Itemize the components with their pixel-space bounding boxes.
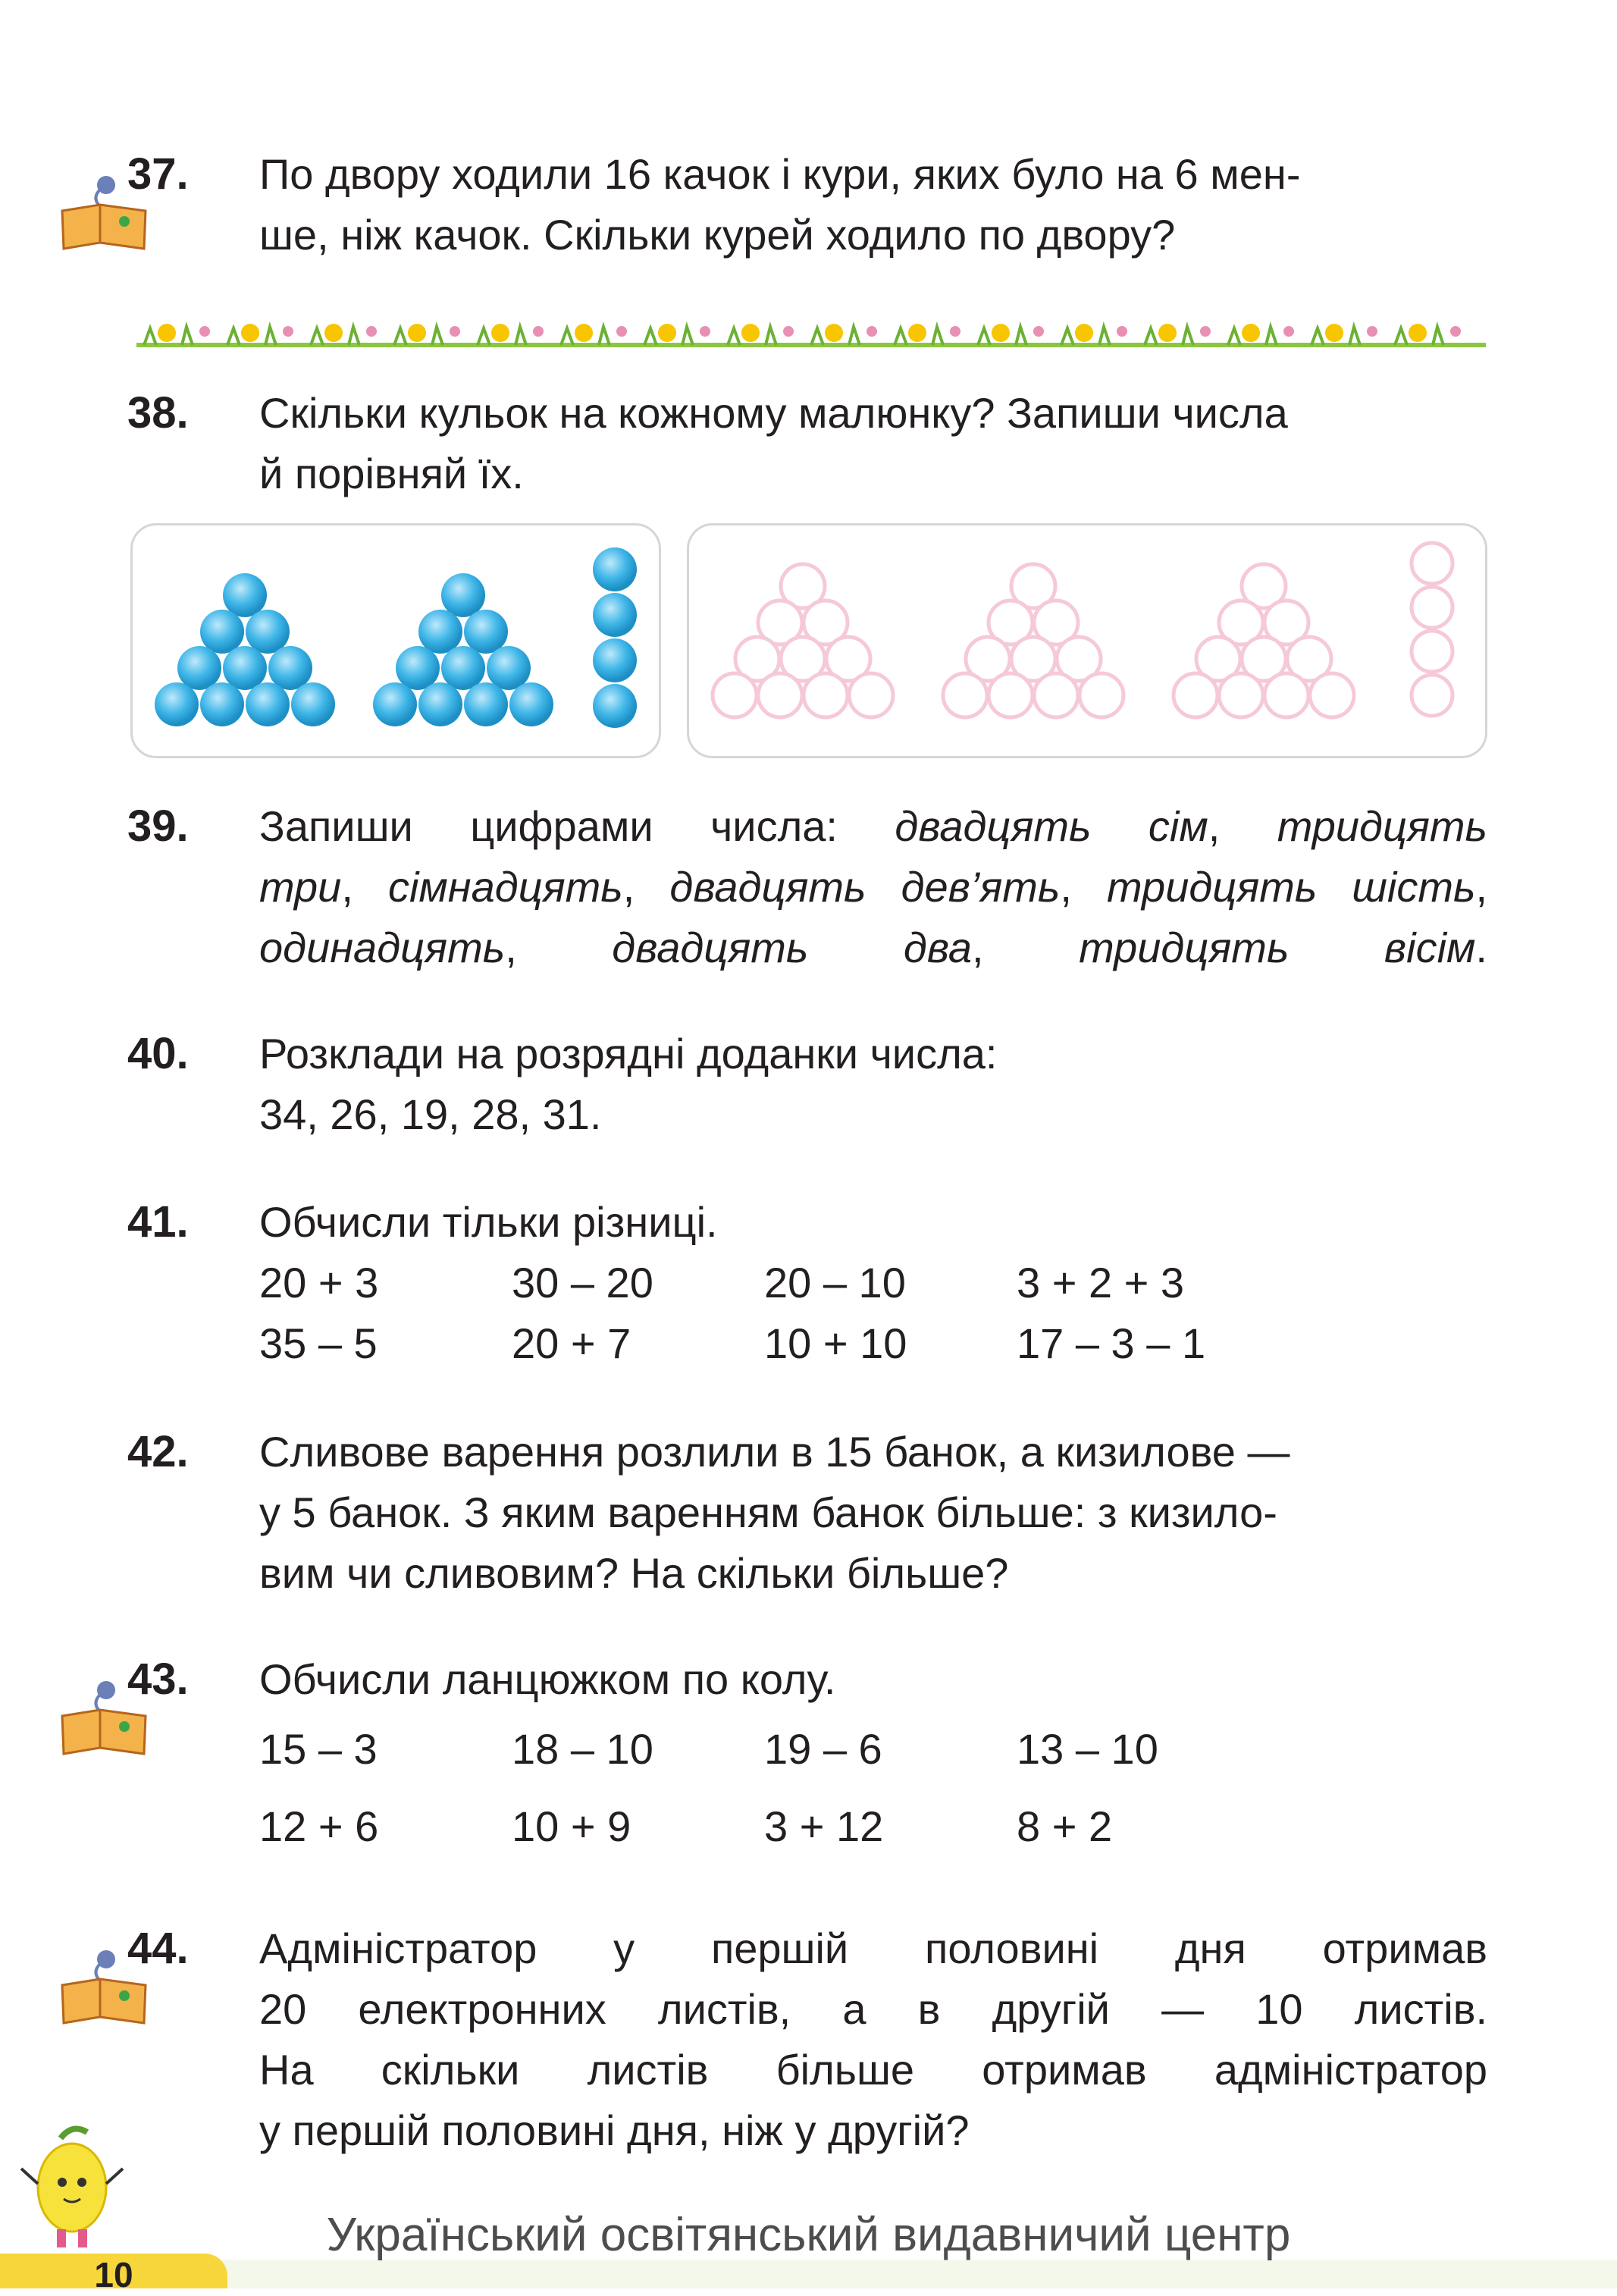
number-word: двадцять два — [612, 924, 972, 971]
task-line: По двору ходили 16 качок і кури, яких було на 6 мен- — [259, 150, 1301, 198]
page-number: 10 — [0, 2254, 227, 2288]
blue-balls-image — [133, 525, 663, 761]
number-word: тридцять шість — [1107, 863, 1476, 911]
expression-row — [259, 1313, 1487, 1374]
task-number: 42. — [127, 1427, 189, 1476]
publisher-name: Український освітянський видавничий центр — [326, 2209, 1291, 2261]
expression: 20 + 7 — [512, 1319, 631, 1367]
task-line: 20 електронних листів, а в другій — 10 листів. — [259, 1985, 1487, 2033]
expression: 10 + 10 — [764, 1319, 907, 1367]
number-word: одинадцять — [259, 924, 506, 971]
number-word: сімнадцять — [387, 863, 623, 911]
task-line: Скільки кульок на кожному малюнку? Запиши числа — [259, 389, 1288, 437]
expression: 8 + 2 — [1017, 1802, 1113, 1850]
expression: 20 + 3 — [259, 1259, 379, 1306]
expression: 12 + 6 — [259, 1802, 379, 1850]
expression: 35 – 5 — [259, 1319, 378, 1367]
expression-row — [259, 1796, 1487, 1857]
task-line: Сливове варення розлили в 15 банок, а кизилове — — [259, 1428, 1290, 1476]
task-number: 41. — [127, 1197, 189, 1247]
task-text — [259, 144, 1487, 265]
number-word: двадцять дев’ять — [669, 863, 1061, 911]
task-line: На скільки листів більше отримав адміністратор — [259, 2046, 1487, 2094]
task-number: 40. — [127, 1029, 189, 1078]
task-number: 43. — [127, 1655, 189, 1704]
pink-balls-image — [689, 525, 1490, 761]
task-line: 34, 26, 19, 28, 31. — [259, 1090, 602, 1138]
task-text — [259, 1422, 1487, 1604]
task-number: 44. — [127, 1924, 189, 1973]
task-text — [259, 383, 1487, 504]
task-number: 37. — [127, 149, 189, 199]
number-word: двадцять сім — [895, 802, 1208, 850]
task-line: ше, ніж качок. Скільки курей ходило по двору? — [259, 211, 1176, 259]
expression: 17 – 3 – 1 — [1017, 1319, 1206, 1367]
task-line: у 5 банок. З яким варенням банок більше: з кизило- — [259, 1488, 1277, 1536]
expression: 30 – 20 — [512, 1259, 653, 1306]
task-line: у першій половині дня, ніж у другій? — [259, 2106, 970, 2154]
number-word: тридцять вісім — [1079, 924, 1476, 971]
task-text — [259, 1024, 1487, 1145]
expression-row — [259, 1719, 1487, 1780]
task-line: Адміністратор у першій половині дня отримав — [259, 1924, 1487, 1972]
expression: 20 – 10 — [764, 1259, 906, 1306]
task-text — [259, 1192, 1487, 1374]
task-title: Обчисли тільки різниці. — [259, 1198, 718, 1246]
blue-balls-panel — [130, 523, 661, 758]
task-line: вим чи сливовим? На скільки більше? — [259, 1549, 1009, 1597]
expression-row — [259, 1253, 1487, 1313]
task-text — [259, 1649, 1487, 1857]
task-intro: Запиши цифрами числа: — [259, 802, 895, 850]
task-number: 39. — [127, 801, 189, 851]
task-text — [259, 1918, 1487, 2161]
expression: 3 + 12 — [764, 1802, 884, 1850]
task-line: й порівняй їх. — [259, 450, 524, 497]
expression: 19 – 6 — [764, 1725, 882, 1773]
pink-balls-panel — [687, 523, 1487, 758]
task-line: Розклади на розрядні доданки числа: — [259, 1030, 998, 1077]
expression: 10 + 9 — [512, 1802, 631, 1850]
flower-border-decoration — [136, 307, 1486, 353]
expression: 18 – 10 — [512, 1725, 653, 1773]
expression: 15 – 3 — [259, 1725, 378, 1773]
expression: 13 – 10 — [1017, 1725, 1158, 1773]
task-title: Обчисли ланцюжком по колу. — [259, 1655, 836, 1703]
task-number: 38. — [127, 388, 189, 438]
expression: 3 + 2 + 3 — [1017, 1259, 1185, 1306]
task-text: Запиши цифрами числа: двадцять сім, тридцять три, сімнадцять, двадцять дев’ять, тридцять шість, одинадцять, двадцять два, тридцять вісім. — [259, 802, 1488, 971]
